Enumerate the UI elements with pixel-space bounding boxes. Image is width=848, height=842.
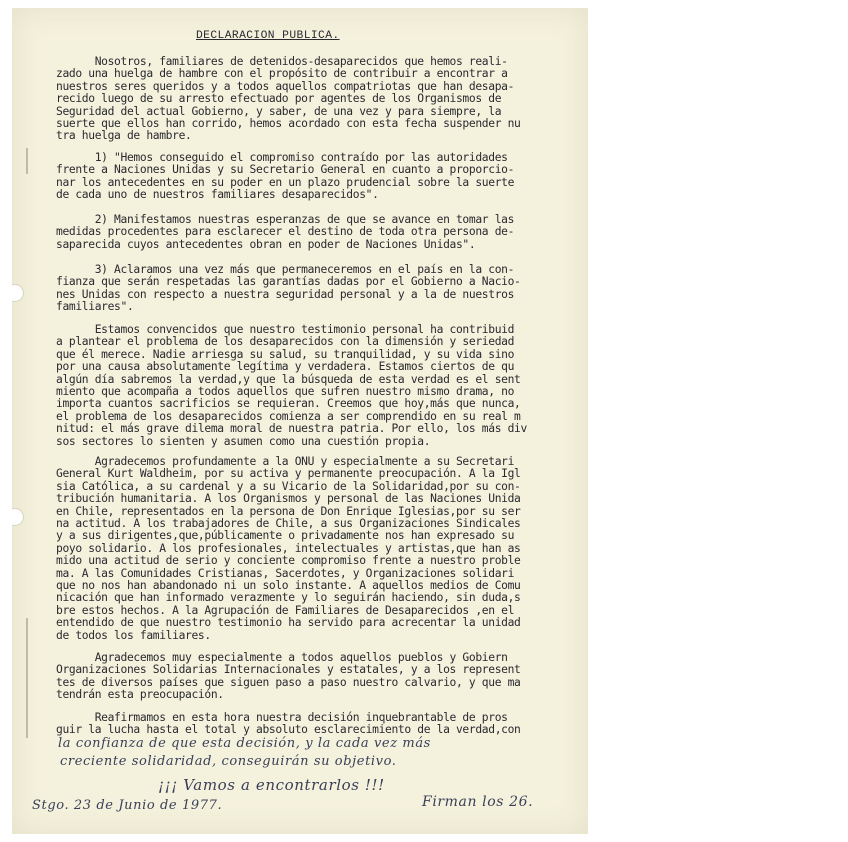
handwritten-line-1: la confianza de que esta decisión, y la cada vez más <box>58 736 431 751</box>
paragraph-point-3: 3) Aclaramos una vez más que permaneceremos en el país en la con- fianza que serán respetadas las garantías dadas por el Gobierno a Nacio- nes Unidas con respecto a nuestra seguridad personal y a la de nuestros familiares". <box>56 263 521 314</box>
punch-hole <box>12 284 24 302</box>
margin-mark <box>26 618 28 738</box>
handwritten-line-2: creciente solidaridad, conseguirán su objetivo. <box>60 754 397 769</box>
margin-mark <box>26 148 28 174</box>
paragraph-reaffirm: Reafirmamos en esta hora nuestra decisión inquebrantable de pros guir la lucha hasta el total y absoluto esclarecimiento de la verdad,con <box>56 711 521 737</box>
document-page <box>12 8 588 834</box>
paragraph-thanks: Agradecemos profundamente a la ONU y especialmente a su Secretari General Kurt Waldheim, por su activa y permanente preocupación. A la Igl sia Católica, a su cardenal y a su Vicario de la Solidaridad,por su con- tribución humanitaria. A los Organismos y personal de las Naciones Unida en Chile, representados en la persona de Don Enrique Iglesias,por su ser na actitud. A los trabajadores de Chile, a sus Organizaciones Sindicales y a sus dirigentes,que,públicamente o privadamente nos han expresado su poyo solidario. A los profesionales, intelectuales y artistas,que han as mido una actitud de serio y conciente compromiso frente a nuestro proble ma. A las Comunidades Cristianas, Sacerdotes, y Organizaciones solidari que no nos han abandonado ni un solo instante. A aquellos medios de Comu nicación que han informado verazmente y lo seguirán haciendo, sin duda,s bre estos hechos. A la Agrupación de Familiares de Desaparecidos ,en el entendido de que nuestro testimonio ha servido para acrecentar la unidad de todos los familiares. <box>56 455 521 642</box>
paragraph-intro: Nosotros, familiares de detenidos-desaparecidos que hemos reali- zado una huelga de hambre con el propósito de contribuir a encontrar a nuestros seres queridos y a todos aquellos compatriotas que han desapa- recido luego de su arresto efectuado por agentes de los Organismos de Seguridad del actual Gobierno, y saber, de una vez y para siempre, la suerte que ellos han corrido, hemos acordado con esta fecha suspender nu tra huelga de hambre. <box>56 55 521 143</box>
handwritten-signature: Firman los 26. <box>422 794 534 810</box>
paragraph-thanks-international: Agradecemos muy especialmente a todos aquellos pueblos y Gobiern Organizaciones Solidarias Internacionales y estatales, y a los represent tes de diversos países que siguen paso a paso nuestro calvario, y que ma tendrán esta preocupación. <box>56 651 521 702</box>
paragraph-point-1: 1) "Hemos conseguido el compromiso contraído por las autoridades frente a Naciones Unidas y su Secretario General en cuanto a proporcio- nar los antecedentes en su poder en un plazo prudencial sobre la suerte de cada uno de nuestros familiares desaparecidos". <box>56 151 515 202</box>
document-title: DECLARACION PUBLICA. <box>196 30 340 42</box>
punch-hole <box>12 508 24 526</box>
paragraph-point-2: 2) Manifestamos nuestras esperanzas de que se avance en tomar las medidas procedentes para esclarecer el destino de toda otra persona de- saparecida cuyos antecedentes obran en poder de Naciones Unidas". <box>56 213 515 251</box>
handwritten-slogan: ¡¡¡ Vamos a encontrarlos !!! <box>158 776 385 794</box>
paragraph-testimony: Estamos convencidos que nuestro testimonio personal ha contribuid a plantear el problema de los desaparecidos con la dimensión y seriedad que él merece. Nadie arriesga su salud, su tranquilidad, y su vida sino por una causa absolutamente legítima y verdadera. Estamos ciertos de qu algún día sabremos la verdad,y que la búsqueda de esta verdad es el sent miento que acompaña a todos aquellos que sufren nuestro mismo drama, no importa cuantos sacrificios se requieran. Creemos que hoy,más que nunca, el problema de los desaparecidos comienza a ser comprendido en su real m nitud: el más grave dilema moral de nuestra patria. Por ello, los más div sos sectores lo sienten y asumen como una cuestión propia. <box>56 323 527 448</box>
handwritten-date: Stgo. 23 de Junio de 1977. <box>32 798 223 813</box>
